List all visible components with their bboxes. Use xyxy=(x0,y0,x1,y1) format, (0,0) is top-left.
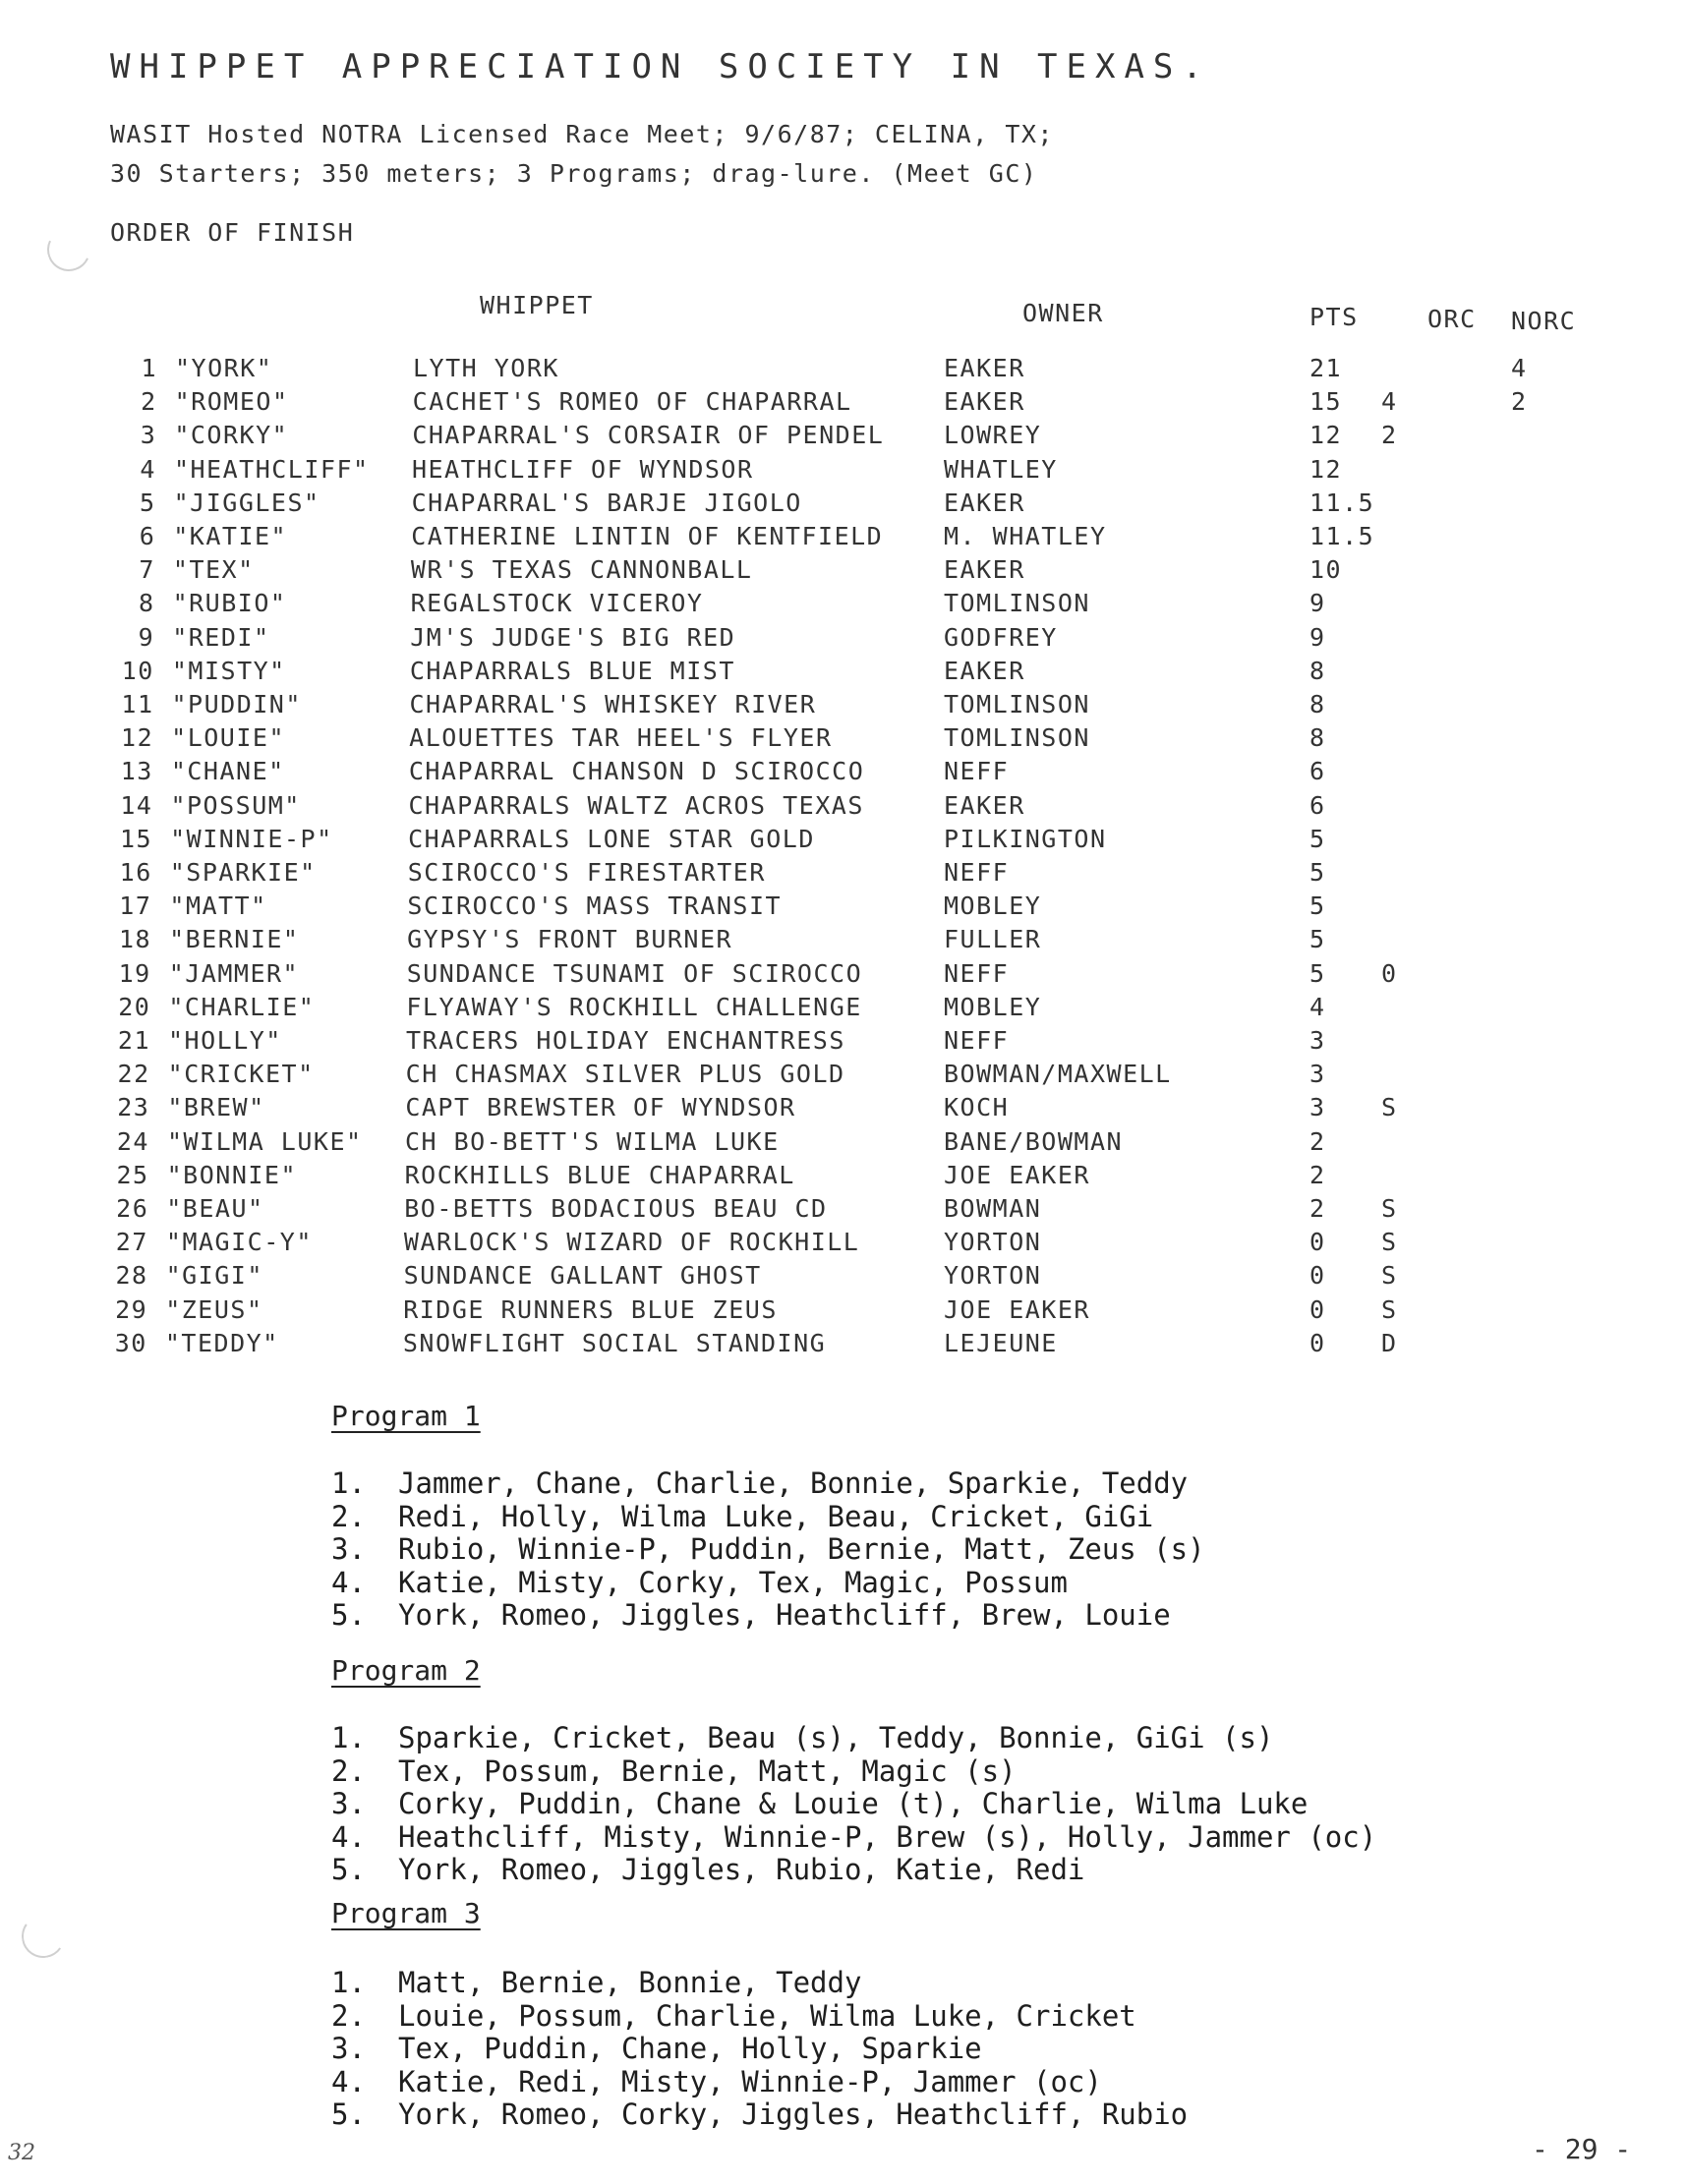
result-row xyxy=(0,1329,1687,1362)
result-nick: "MAGIC-Y" xyxy=(165,1228,313,1257)
program-line xyxy=(331,2065,1102,2098)
result-nick: "MATT" xyxy=(169,891,267,921)
page-number: - 29 - xyxy=(1532,2133,1632,2165)
result-whippet: RIDGE RUNNERS BLUE ZEUS xyxy=(403,1294,778,1324)
result-pts: 2 xyxy=(1309,1194,1326,1223)
result-row xyxy=(0,1261,1687,1294)
program-line xyxy=(331,1787,1308,1820)
program-line xyxy=(331,1566,1068,1599)
result-owner: EAKER xyxy=(944,387,1025,417)
result-pts: 3 xyxy=(1309,1060,1326,1089)
program-line xyxy=(331,1466,1188,1500)
result-whippet: CHAPARRAL'S BARJE JIGOLO xyxy=(411,488,802,517)
result-owner: YORTON xyxy=(944,1261,1042,1291)
result-num: 13 xyxy=(120,757,153,786)
result-pts: 5 xyxy=(1309,958,1326,988)
result-nick: "REDI" xyxy=(172,622,270,652)
result-pts: 6 xyxy=(1309,757,1326,786)
result-row xyxy=(0,791,1687,825)
result-num: 25 xyxy=(116,1160,149,1189)
result-whippet: SUNDANCE TSUNAMI OF SCIROCCO xyxy=(406,958,863,988)
result-num: 23 xyxy=(117,1093,150,1122)
result-orc: S xyxy=(1381,1194,1398,1223)
result-pts: 2 xyxy=(1309,1126,1326,1156)
result-pts: 10 xyxy=(1309,555,1343,585)
result-nick: "MISTY" xyxy=(171,656,286,685)
binder-hole-mark xyxy=(19,1912,69,1962)
result-whippet: WR'S TEXAS CANNONBALL xyxy=(410,555,753,585)
result-pts: 11.5 xyxy=(1309,522,1375,550)
result-num: 14 xyxy=(120,790,153,820)
result-num: 27 xyxy=(115,1228,148,1257)
result-pts: 2 xyxy=(1309,1160,1326,1189)
program-line-text: Heathcliff, Misty, Winnie-P, Brew (s), Holly, Jammer (oc) xyxy=(398,1819,1377,1854)
result-owner: KOCH xyxy=(944,1093,1010,1122)
result-pts: 21 xyxy=(1309,354,1343,382)
result-whippet: SCIROCCO'S MASS TRANSIT xyxy=(407,891,783,921)
result-whippet: HEATHCLIFF OF WYNDSOR xyxy=(411,454,754,484)
program-line-text: Rubio, Winnie-P, Puddin, Bernie, Matt, Zeus (s) xyxy=(398,1532,1205,1566)
result-owner: BOWMAN xyxy=(944,1194,1042,1223)
column-header-owner: OWNER xyxy=(1022,299,1104,327)
result-whippet: LYTH YORK xyxy=(413,354,559,382)
result-num: 8 xyxy=(139,589,155,618)
program-line-number: 3. xyxy=(331,1787,366,1820)
program-line xyxy=(331,1500,1153,1533)
result-owner: YORTON xyxy=(944,1228,1042,1257)
program-line-number: 1. xyxy=(331,1466,366,1500)
program-line xyxy=(331,1598,1171,1632)
result-nick: "TEX" xyxy=(172,555,255,585)
program-line-number: 2. xyxy=(331,1998,366,2033)
result-whippet: CH CHASMAX SILVER PLUS GOLD xyxy=(405,1060,845,1089)
result-nick: "RUBIO" xyxy=(172,589,287,618)
result-pts: 5 xyxy=(1309,824,1326,853)
result-whippet: FLYAWAY'S ROCKHILL CHALLENGE xyxy=(406,992,862,1021)
result-num: 12 xyxy=(121,723,154,753)
result-pts: 8 xyxy=(1309,656,1326,685)
result-num: 2 xyxy=(141,387,157,417)
program-line-text: Tex, Puddin, Chane, Holly, Sparkie xyxy=(398,2032,982,2065)
result-whippet: CAPT BREWSTER OF WYNDSOR xyxy=(405,1093,796,1122)
result-row xyxy=(0,589,1687,622)
result-owner: EAKER xyxy=(944,656,1025,685)
section-heading: ORDER OF FINISH xyxy=(110,218,355,247)
program-line-number: 4. xyxy=(331,2064,366,2098)
program-line-number: 5. xyxy=(331,2098,366,2131)
result-num: 6 xyxy=(139,522,156,550)
result-pts: 0 xyxy=(1309,1294,1326,1324)
result-nick: "WILMA LUKE" xyxy=(166,1126,363,1156)
result-pts: 5 xyxy=(1309,858,1326,887)
program-line-number: 4. xyxy=(331,1819,366,1854)
result-whippet: CH BO-BETT'S WILMA LUKE xyxy=(404,1126,780,1156)
result-owner: TOMLINSON xyxy=(944,723,1090,753)
program-line-number: 5. xyxy=(331,1853,366,1886)
program-line xyxy=(331,1721,1273,1754)
result-owner: FULLER xyxy=(944,925,1042,954)
result-pts: 12 xyxy=(1309,454,1343,484)
program-line-text: Katie, Misty, Corky, Tex, Magic, Possum xyxy=(398,1565,1068,1599)
program-line-text: Katie, Redi, Misty, Winnie-P, Jammer (oc) xyxy=(398,2064,1102,2098)
result-whippet: SUNDANCE GALLANT GHOST xyxy=(403,1261,762,1291)
result-pts: 0 xyxy=(1309,1328,1326,1357)
result-orc: 2 xyxy=(1381,421,1398,450)
result-row xyxy=(0,993,1687,1026)
result-orc: S xyxy=(1381,1228,1398,1257)
program-line-text: York, Romeo, Corky, Jiggles, Heathcliff, Rubio xyxy=(398,2098,1189,2131)
result-pts: 9 xyxy=(1309,589,1326,618)
program-line-number: 1. xyxy=(331,1721,366,1754)
result-row xyxy=(0,1127,1687,1161)
result-orc: S xyxy=(1381,1294,1398,1324)
result-num: 4 xyxy=(140,454,156,484)
result-nick: "CHANE" xyxy=(170,757,285,786)
result-whippet: CHAPARRAL'S WHISKEY RIVER xyxy=(409,690,817,718)
program-line xyxy=(331,1754,1017,1788)
result-owner: MOBLEY xyxy=(944,992,1042,1021)
result-nick: "JIGGLES" xyxy=(173,488,320,517)
result-nick: "BREW" xyxy=(167,1093,265,1122)
result-nick: "ZEUS" xyxy=(165,1294,263,1324)
result-num: 16 xyxy=(119,858,152,887)
result-row xyxy=(0,1161,1687,1194)
result-pts: 3 xyxy=(1309,1026,1326,1055)
result-pts: 6 xyxy=(1309,790,1326,820)
program-line-text: Matt, Bernie, Bonnie, Teddy xyxy=(398,1966,862,1999)
result-num: 30 xyxy=(114,1328,147,1357)
program-line xyxy=(331,1532,1205,1566)
result-owner: NEFF xyxy=(944,958,1010,988)
result-nick: "HOLLY" xyxy=(168,1026,282,1055)
result-row xyxy=(0,522,1687,555)
result-num: 29 xyxy=(115,1294,148,1324)
result-nick: "BONNIE" xyxy=(166,1160,298,1189)
program-line-number: 3. xyxy=(331,1532,366,1566)
result-num: 9 xyxy=(138,622,155,652)
result-pts: 8 xyxy=(1309,723,1326,753)
result-num: 18 xyxy=(118,925,152,954)
result-row xyxy=(0,421,1687,454)
meet-info-line-1: WASIT Hosted NOTRA Licensed Race Meet; 9/6/87; CELINA, TX; xyxy=(110,120,1054,148)
program-line xyxy=(331,2032,982,2065)
result-whippet: WARLOCK'S WIZARD OF ROCKHILL xyxy=(403,1228,860,1257)
result-num: 5 xyxy=(140,488,156,517)
result-norc: 4 xyxy=(1511,354,1528,382)
result-whippet: BO-BETTS BODACIOUS BEAU CD xyxy=(404,1194,828,1223)
result-pts: 8 xyxy=(1309,690,1326,718)
result-pts: 12 xyxy=(1309,421,1343,450)
result-row xyxy=(0,925,1687,958)
result-orc: D xyxy=(1381,1328,1398,1357)
result-pts: 4 xyxy=(1309,992,1326,1021)
result-whippet: TRACERS HOLIDAY ENCHANTRESS xyxy=(406,1026,845,1055)
result-norc: 2 xyxy=(1511,387,1528,417)
result-num: 20 xyxy=(118,992,151,1021)
result-whippet: SCIROCCO'S FIRESTARTER xyxy=(407,858,766,887)
program-line-number: 4. xyxy=(331,1565,366,1599)
result-nick: "TEDDY" xyxy=(164,1328,279,1357)
meet-info-line-2: 30 Starters; 350 meters; 3 Programs; drag-lure. (Meet GC) xyxy=(110,159,1038,188)
result-row xyxy=(0,1060,1687,1093)
result-whippet: CHAPARRALS LONE STAR GOLD xyxy=(408,824,815,853)
result-whippet: REGALSTOCK VICEROY xyxy=(410,589,704,618)
program-title: Program 3 xyxy=(331,1897,481,1929)
result-owner: MOBLEY xyxy=(944,891,1042,921)
result-num: 22 xyxy=(117,1060,150,1089)
result-row xyxy=(0,757,1687,790)
result-row xyxy=(0,858,1687,891)
result-row xyxy=(0,1295,1687,1329)
result-owner: LEJEUNE xyxy=(944,1328,1058,1357)
result-num: 19 xyxy=(118,958,151,988)
result-nick: "ROMEO" xyxy=(174,387,289,417)
result-pts: 15 xyxy=(1309,387,1343,417)
result-whippet: CHAPARRAL'S CORSAIR OF PENDEL xyxy=(412,421,885,450)
result-owner: NEFF xyxy=(944,1026,1010,1055)
result-pts: 5 xyxy=(1309,925,1326,954)
result-owner: M. WHATLEY xyxy=(944,522,1107,550)
result-nick: "POSSUM" xyxy=(170,790,301,820)
result-num: 3 xyxy=(140,421,157,450)
result-owner: EAKER xyxy=(944,555,1025,585)
program-line-text: Louie, Possum, Charlie, Wilma Luke, Cricket xyxy=(398,1998,1136,2033)
result-nick: "CRICKET" xyxy=(167,1060,315,1089)
result-row xyxy=(0,354,1687,387)
result-row xyxy=(0,1228,1687,1261)
result-row xyxy=(0,891,1687,925)
program-title: Program 1 xyxy=(331,1400,481,1432)
result-whippet: CACHET'S ROMEO OF CHAPARRAL xyxy=(412,387,852,417)
result-owner: NEFF xyxy=(944,757,1010,786)
result-nick: "JAMMER" xyxy=(168,958,300,988)
result-nick: "PUDDIN" xyxy=(171,690,302,718)
result-row xyxy=(0,555,1687,589)
result-num: 21 xyxy=(117,1026,150,1055)
result-num: 10 xyxy=(121,656,154,685)
result-nick: "CORKY" xyxy=(174,421,289,450)
result-owner: TOMLINSON xyxy=(944,589,1090,618)
result-num: 26 xyxy=(116,1194,149,1223)
result-pts: 0 xyxy=(1309,1228,1326,1257)
program-line-number: 3. xyxy=(331,2032,366,2065)
result-row xyxy=(0,455,1687,489)
result-nick: "YORK" xyxy=(175,354,273,382)
result-num: 24 xyxy=(116,1126,149,1156)
result-row xyxy=(0,623,1687,657)
result-whippet: CHAPARRALS BLUE MIST xyxy=(409,656,735,685)
result-owner: JOE EAKER xyxy=(944,1294,1090,1324)
result-whippet: JM'S JUDGE'S BIG RED xyxy=(410,622,736,652)
result-row xyxy=(0,690,1687,723)
result-nick: "WINNIE-P" xyxy=(170,824,333,853)
result-owner: PILKINGTON xyxy=(944,824,1107,853)
corner-handwritten-mark: 32 xyxy=(8,2141,35,2165)
result-num: 1 xyxy=(141,354,157,382)
result-row xyxy=(0,825,1687,858)
result-orc: 0 xyxy=(1381,958,1398,988)
program-line-text: Corky, Puddin, Chane & Louie (t), Charlie, Wilma Luke xyxy=(398,1787,1309,1820)
result-nick: "HEATHCLIFF" xyxy=(173,454,370,484)
program-line xyxy=(331,1999,1136,2033)
result-owner: EAKER xyxy=(944,488,1025,517)
column-header-pts: PTS xyxy=(1309,303,1359,331)
result-row xyxy=(0,387,1687,421)
result-num: 15 xyxy=(120,824,153,853)
result-owner: WHATLEY xyxy=(944,454,1058,484)
result-nick: "KATIE" xyxy=(173,522,288,550)
result-row xyxy=(0,1093,1687,1126)
result-nick: "SPARKIE" xyxy=(169,858,317,887)
result-pts: 5 xyxy=(1309,891,1326,921)
program-line-text: Sparkie, Cricket, Beau (s), Teddy, Bonnie, GiGi (s) xyxy=(398,1721,1274,1754)
result-pts: 0 xyxy=(1309,1261,1326,1291)
result-owner: GODFREY xyxy=(944,622,1058,652)
result-nick: "BERNIE" xyxy=(169,925,300,954)
result-nick: "LOUIE" xyxy=(171,723,286,753)
result-orc: 4 xyxy=(1381,387,1398,417)
result-pts: 3 xyxy=(1309,1093,1326,1122)
program-line xyxy=(331,1966,861,1999)
column-header-norc: NORC xyxy=(1511,307,1577,335)
result-whippet: CHAPARRAL CHANSON D SCIROCCO xyxy=(408,757,865,786)
result-pts: 11.5 xyxy=(1309,488,1375,517)
program-line-text: Jammer, Chane, Charlie, Bonnie, Sparkie, Teddy xyxy=(398,1466,1189,1500)
result-num: 28 xyxy=(115,1261,148,1291)
program-line xyxy=(331,1820,1376,1854)
result-owner: EAKER xyxy=(944,790,1025,820)
result-num: 7 xyxy=(139,555,155,585)
result-row xyxy=(0,657,1687,690)
result-nick: "GIGI" xyxy=(165,1261,263,1291)
result-row xyxy=(0,489,1687,522)
result-nick: "CHARLIE" xyxy=(168,992,316,1021)
program-line-text: York, Romeo, Jiggles, Rubio, Katie, Redi xyxy=(398,1853,1085,1886)
result-whippet: CATHERINE LINTIN OF KENTFIELD xyxy=(411,522,884,550)
program-line-text: York, Romeo, Jiggles, Heathcliff, Brew, Louie xyxy=(398,1598,1171,1632)
result-orc: S xyxy=(1381,1093,1398,1122)
result-row xyxy=(0,723,1687,757)
result-owner: JOE EAKER xyxy=(944,1160,1090,1189)
result-whippet: SNOWFLIGHT SOCIAL STANDING xyxy=(402,1328,827,1357)
result-owner: BOWMAN/MAXWELL xyxy=(944,1060,1172,1089)
program-line xyxy=(331,2098,1188,2131)
result-whippet: ALOUETTES TAR HEEL'S FLYER xyxy=(409,723,833,753)
result-owner: NEFF xyxy=(944,858,1010,887)
result-owner: LOWREY xyxy=(944,421,1042,450)
program-line-number: 2. xyxy=(331,1753,366,1788)
result-pts: 9 xyxy=(1309,622,1326,652)
result-row xyxy=(0,1194,1687,1228)
result-nick: "BEAU" xyxy=(166,1194,264,1223)
result-orc: S xyxy=(1381,1261,1398,1291)
program-line-number: 5. xyxy=(331,1598,366,1632)
column-header-whippet: WHIPPET xyxy=(480,291,594,319)
result-whippet: ROCKHILLS BLUE CHAPARRAL xyxy=(404,1160,795,1189)
program-line-text: Tex, Possum, Bernie, Matt, Magic (s) xyxy=(398,1753,1017,1788)
program-line xyxy=(331,1853,1084,1886)
column-header-orc: ORC xyxy=(1427,305,1477,333)
result-owner: TOMLINSON xyxy=(944,690,1090,718)
result-owner: BANE/BOWMAN xyxy=(944,1126,1124,1156)
program-line-number: 2. xyxy=(331,1499,366,1533)
result-whippet: CHAPARRALS WALTZ ACROS TEXAS xyxy=(408,790,864,820)
result-num: 17 xyxy=(119,891,152,921)
program-title: Program 2 xyxy=(331,1654,481,1687)
program-line-text: Redi, Holly, Wilma Luke, Beau, Cricket, GiGi xyxy=(398,1499,1154,1533)
result-owner: EAKER xyxy=(944,354,1025,382)
binder-hole-mark xyxy=(41,222,96,277)
page-title: WHIPPET APPRECIATION SOCIETY IN TEXAS. xyxy=(110,47,1211,86)
result-row xyxy=(0,1026,1687,1060)
result-whippet: GYPSY'S FRONT BURNER xyxy=(407,925,733,954)
program-line-number: 1. xyxy=(331,1966,366,1999)
result-row xyxy=(0,959,1687,993)
result-num: 11 xyxy=(121,690,154,718)
